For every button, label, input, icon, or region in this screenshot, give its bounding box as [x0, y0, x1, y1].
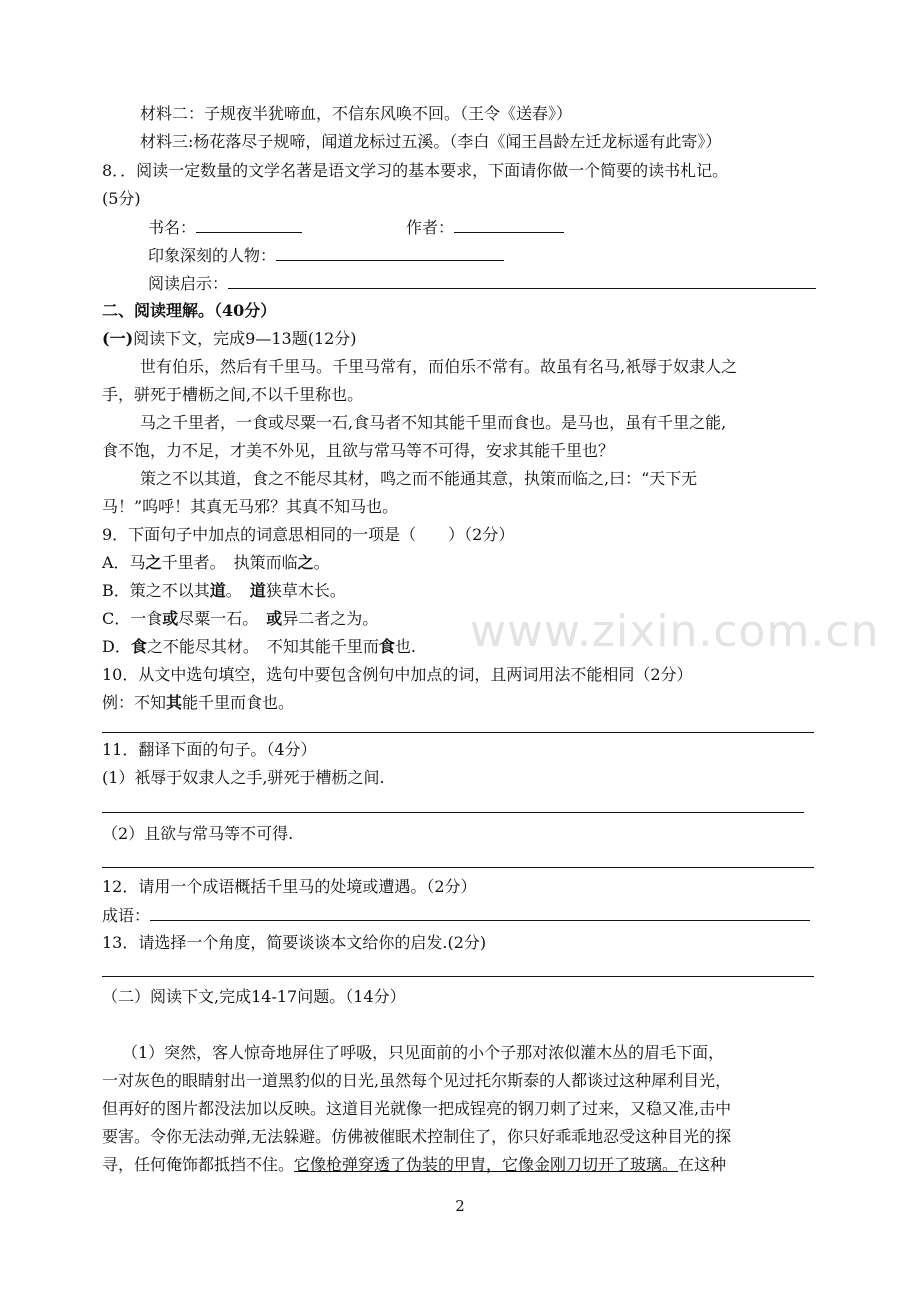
insight-label: 阅读启示：	[148, 274, 229, 293]
character-blank[interactable]	[276, 245, 504, 261]
line5-text-2: 在这种	[678, 1155, 727, 1174]
idiom-label: 成语：	[102, 906, 151, 925]
idiom-blank[interactable]	[150, 905, 810, 921]
option-d-text-3: 也.	[394, 637, 416, 656]
example-dotted: 其	[166, 693, 183, 712]
question-10-stem: 10．从文中选句填空，选句中要包含例句中加点的词，且两词用法不能相同（2分）	[102, 665, 693, 684]
page-number: 2	[455, 1197, 465, 1215]
q9-option-b[interactable]	[102, 581, 820, 601]
option-b-text-2: 。	[225, 581, 250, 600]
option-b-dotted-1: 道	[209, 581, 226, 600]
subsection-one-text: 阅读下文，完成9—13题(12分)	[133, 329, 357, 348]
q9-option-a[interactable]	[102, 553, 820, 573]
article-para1-line2: 一对灰色的眼睛射出一道黑豹似的日光,虽然每个见过托尔斯泰的人都谈过这种犀利目光，	[102, 1071, 732, 1090]
q9-option-c[interactable]	[102, 609, 820, 629]
subsection-one-heading	[102, 329, 820, 349]
option-a-dotted-1: 之	[145, 553, 162, 572]
option-d-text-1: D．	[102, 637, 131, 656]
option-d-dotted-1: 食	[130, 637, 147, 656]
answer-line-q11-1[interactable]	[102, 812, 804, 813]
character-label: 印象深刻的人物：	[148, 246, 277, 265]
option-c-dotted-1: 或	[162, 609, 179, 628]
material-two: 材料二：子规夜半犹啼血，不信东风唤不回。（王令《送春》）	[140, 104, 573, 123]
question-12-stem: 12．请用一个成语概括千里马的处境或遭遇。（2分）	[102, 877, 477, 896]
option-b-dotted-2: 道	[249, 581, 266, 600]
material-three: 材料三:杨花落尽子规啼，闻道龙标过五溪。（李白《闻王昌龄左迁龙标遥有此寄》）	[140, 132, 722, 151]
option-d-text-2: 之不能尽其材。 不知其能千里而	[146, 637, 379, 656]
option-a-text-1: A．马	[102, 553, 146, 572]
book-title-blank[interactable]	[196, 217, 302, 233]
article-para1-line3: 但再好的图片都没法加以反映。这道目光就像一把成锃亮的钢刀刺了过来，又稳又准,击中	[102, 1099, 732, 1118]
idiom-field	[102, 905, 820, 926]
question-13-stem: 13．请选择一个角度，简要谈谈本文给你的启发.(2分)	[102, 933, 487, 952]
option-a-dotted-2: 之	[297, 553, 314, 572]
answer-line-q13[interactable]	[102, 976, 814, 977]
insight-field	[148, 273, 824, 294]
option-a-text-2: 千里者。 执策而临	[161, 553, 298, 572]
option-a-text-3: 。	[313, 553, 330, 572]
article-para1-line4: 要害。令你无法动弹,无法躲避。仿佛被催眠术控制住了，你只好乖乖地忍受这种目光的探	[102, 1127, 732, 1146]
question-8-stem: 8．．阅读一定数量的文学名著是语文学习的基本要求，下面请你做一个简要的读书札记。	[102, 161, 729, 180]
passage-para3-line2: 马！”呜呼！其真无马邪？其真不知马也。	[102, 497, 399, 516]
option-b-text-1: B．策之不以其	[102, 581, 210, 600]
option-b-text-3: 狭草木长。	[265, 581, 346, 600]
book-title-field	[148, 217, 448, 238]
question-8-score: (5分)	[102, 189, 141, 208]
question-9-stem: 9．下面句子中加点的词意思相同的一项是（ ）（2分）	[102, 525, 515, 544]
line5-text-1: 寻，任何俺饰都抵挡不住。	[102, 1155, 295, 1174]
passage-para1-line1: 世有伯乐，然后有千里马。千里马常有，而伯乐不常有。故虽有名马,衹辱于奴隶人之	[140, 357, 738, 376]
example-text-2: 能千里而食也。	[182, 693, 295, 712]
watermark: www.zixin.com.cn	[470, 606, 880, 657]
question-11-sentence-2: （2）且欲与常马等不可得.	[102, 824, 294, 843]
passage-para1-line2: 手，骈死于槽枥之间,不以千里称也。	[102, 385, 364, 404]
question-11-stem: 11．翻译下面的句子。（4分）	[102, 740, 317, 759]
option-d-dotted-2: 食	[378, 637, 395, 656]
question-10-example	[102, 693, 820, 713]
q9-option-d[interactable]	[102, 637, 820, 657]
insight-blank[interactable]	[228, 273, 816, 289]
option-c-text-2: 尽粟一石。	[178, 609, 267, 628]
character-field	[148, 245, 548, 266]
question-11-sentence-1: (1）衹辱于奴隶人之手,骈死于槽枥之间.	[102, 768, 385, 787]
article-para1-line1: （1）突然，客人惊奇地屏住了呼吸，只见面前的小个子那对浓似灌木丛的眉毛下面，	[122, 1043, 725, 1062]
passage-para2-line2: 食不饱，力不足，才美不外见，且欲与常马等不可得，安求其能千里也？	[102, 441, 615, 460]
answer-line-q10[interactable]	[102, 732, 814, 733]
option-c-dotted-2: 或	[266, 609, 283, 628]
section-two-heading: 二、阅读理解。（40分）	[102, 301, 277, 320]
author-label: 作者：	[406, 218, 455, 237]
book-title-label: 书名：	[148, 218, 197, 237]
passage-para3-line1: 策之不以其道，食之不能尽其材，鸣之而不能通其意，执策而临之,曰：“天下无	[140, 469, 698, 488]
example-text-1: 例：不知	[102, 693, 167, 712]
answer-line-q11-2[interactable]	[102, 867, 814, 868]
option-c-text-3: 异二者之为。	[282, 609, 379, 628]
article-para1-line5	[102, 1155, 820, 1175]
author-field	[406, 217, 606, 238]
subsection-one-label: (一)	[102, 329, 134, 348]
underlined-sentence: 它像枪弹穿透了伪装的甲胄，它像金刚刀切开了玻璃。	[294, 1155, 679, 1174]
author-blank[interactable]	[454, 217, 564, 233]
option-c-text-1: C．一食	[102, 609, 163, 628]
passage-para2-line1: 马之千里者，一食或尽粟一石,食马者不知其能千里而食也。是马也，虽有千里之能,	[140, 413, 727, 432]
subsection-two-heading: （二）阅读下文,完成14-17问题。（14分）	[102, 987, 406, 1006]
